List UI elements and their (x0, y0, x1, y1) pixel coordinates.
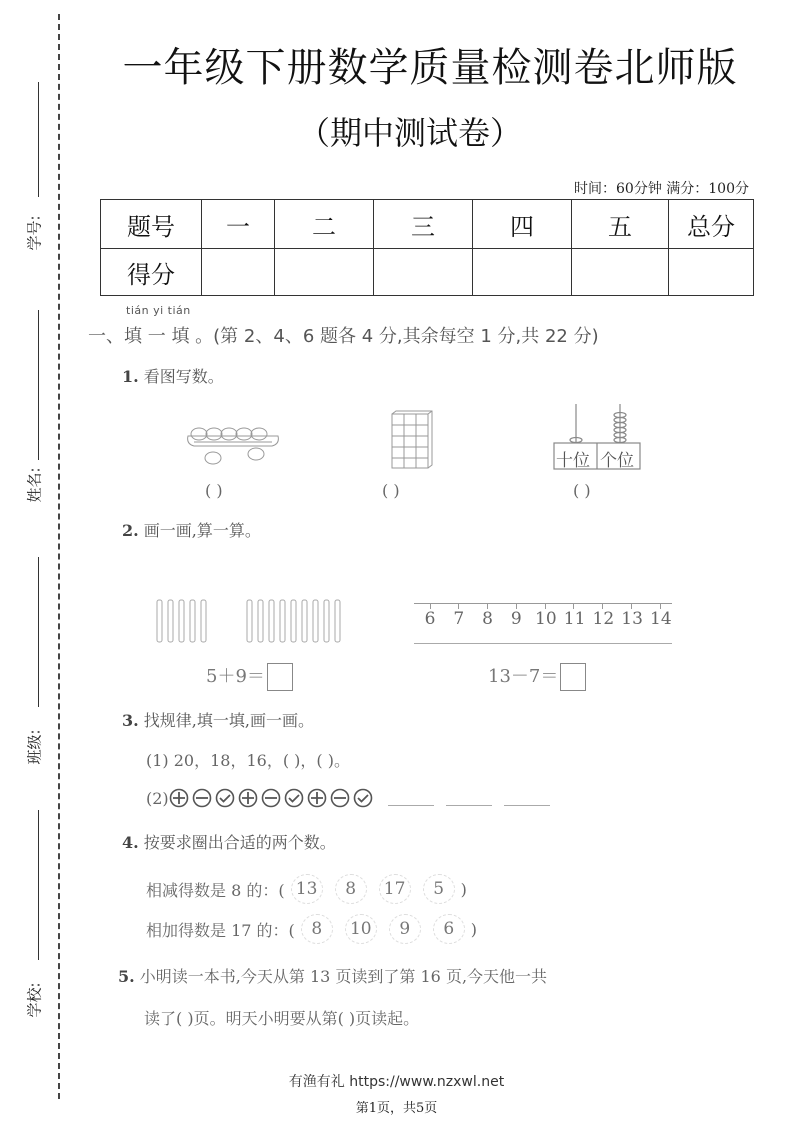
row-close: ) (470, 919, 478, 939)
number-option[interactable]: 9 (389, 914, 421, 944)
score-input-total[interactable] (669, 249, 754, 296)
question-5 (118, 964, 547, 987)
name-label: 姓名: (25, 467, 44, 503)
plus-circle-icon (169, 788, 189, 808)
number-line-ticks (420, 603, 670, 629)
question-5-line-2[interactable]: 读了( )页。明天小明要从第( )页读起。 (144, 1009, 420, 1028)
score-table (100, 199, 754, 296)
equation-text: 5＋9＝ (206, 666, 265, 687)
check-circle-icon (353, 788, 373, 808)
cell-label: 题号 (101, 200, 202, 249)
q1-answer-blank-1[interactable]: ( ) (205, 481, 223, 500)
tick: 10 (535, 603, 555, 629)
q4-row-1 (146, 874, 467, 904)
q1-answer-blank-3[interactable]: ( ) (573, 481, 591, 500)
draw-blank-1[interactable] (388, 791, 434, 806)
question-number: 5. (118, 967, 135, 986)
counting-sticks-figure (155, 596, 350, 646)
page-title: 一年级下册数学质量检测卷北师版 (122, 45, 738, 91)
row-close: ) (460, 879, 467, 899)
row-label: 相加得数是 17 的：( (146, 920, 295, 940)
number-option[interactable]: 13 (291, 874, 323, 904)
question-text: 画一画,算一算。 (143, 521, 261, 540)
question-text: 找规律,填一填,画一画。 (143, 711, 314, 730)
answer-box[interactable] (560, 663, 586, 691)
question-4 (122, 830, 336, 853)
student-id-line (38, 82, 39, 197)
question-number: 4. (122, 833, 139, 852)
number-option[interactable]: 5 (423, 874, 455, 904)
page-number: 第1页，共5页 (355, 1101, 438, 1116)
abacus-ones-label: 个位 (600, 451, 634, 471)
number-option[interactable]: 17 (379, 874, 411, 904)
score-input-3[interactable] (374, 249, 473, 296)
plus-circle-icon (307, 788, 327, 808)
question-number: 2. (122, 521, 139, 540)
score-input-1[interactable] (202, 249, 275, 296)
addition-equation (206, 662, 293, 691)
score-table-header-row (101, 200, 754, 249)
question-2 (122, 518, 261, 541)
cell-section-3: 三 (374, 200, 473, 249)
q1-answer-blank-2[interactable]: ( ) (382, 481, 400, 500)
subtraction-equation (488, 662, 586, 691)
check-circle-icon (215, 788, 235, 808)
tick: 12 (593, 603, 613, 629)
minus-circle-icon (261, 788, 281, 808)
section-pinyin: tián yi tián (126, 304, 191, 317)
minus-circle-icon (330, 788, 350, 808)
plus-circle-icon (238, 788, 258, 808)
tick: 7 (449, 603, 469, 629)
q4-row-2 (146, 914, 477, 944)
cell-section-5: 五 (572, 200, 669, 249)
score-input-2[interactable] (275, 249, 374, 296)
cell-total: 总分 (669, 200, 754, 249)
row-label: 相减得数是 8 的：( (146, 880, 285, 900)
abacus-tens-label: 十位 (556, 451, 590, 471)
section-heading: 一、填 一 填 。(第 2、4、6 题各 4 分,其余每空 1 分,共 22 分) (88, 326, 599, 347)
check-circle-icon (284, 788, 304, 808)
name-line (38, 310, 39, 460)
question-number: 3. (122, 711, 139, 730)
tick: 11 (564, 603, 584, 629)
equation-text: 13－7＝ (488, 666, 559, 687)
tick: 9 (506, 603, 526, 629)
page-subtitle: （期中测试卷） (297, 114, 522, 152)
answer-box[interactable] (267, 663, 293, 691)
class-label: 班级: (25, 729, 44, 765)
minus-circle-icon (192, 788, 212, 808)
student-id-label: 学号: (25, 215, 44, 251)
question-text: 看图写数。 (143, 367, 224, 386)
number-option[interactable]: 10 (345, 914, 377, 944)
egg-tray-figure (184, 420, 284, 468)
watermark: 有渔有礼 https://www.nzxwl.net (288, 1074, 505, 1090)
tick: 6 (420, 603, 440, 629)
q3-part-1[interactable]: (1) 20，18，16，( )，( )。 (146, 751, 350, 770)
tick: 14 (650, 603, 670, 629)
cell-section-1: 一 (202, 200, 275, 249)
cell-score-label: 得分 (101, 249, 202, 296)
question-number: 1. (122, 367, 139, 386)
score-table-score-row (101, 249, 754, 296)
grid-block-figure (390, 410, 436, 470)
part-label: (2) (146, 788, 169, 808)
binding-dashed-line (58, 14, 60, 1099)
exam-meta: 时间：60分钟 满分：100分 (574, 181, 749, 197)
draw-blank-2[interactable] (446, 791, 492, 806)
number-option[interactable]: 6 (433, 914, 465, 944)
number-option[interactable]: 8 (301, 914, 333, 944)
school-label: 学校: (25, 982, 44, 1018)
cell-section-2: 二 (275, 200, 374, 249)
score-input-5[interactable] (572, 249, 669, 296)
class-line (38, 557, 39, 707)
tick: 8 (478, 603, 498, 629)
q3-part-2 (146, 788, 550, 808)
question-text-line-1: 小明读一本书,今天从第 13 页读到了第 16 页,今天他一共 (139, 967, 548, 986)
tick: 13 (621, 603, 641, 629)
number-option[interactable]: 8 (335, 874, 367, 904)
score-input-4[interactable] (473, 249, 572, 296)
question-1 (122, 364, 224, 387)
school-line (38, 810, 39, 960)
question-text: 按要求圈出合适的两个数。 (143, 833, 336, 852)
number-line-underline (414, 643, 672, 644)
draw-blank-3[interactable] (504, 791, 550, 806)
question-3 (122, 708, 314, 731)
cell-section-4: 四 (473, 200, 572, 249)
